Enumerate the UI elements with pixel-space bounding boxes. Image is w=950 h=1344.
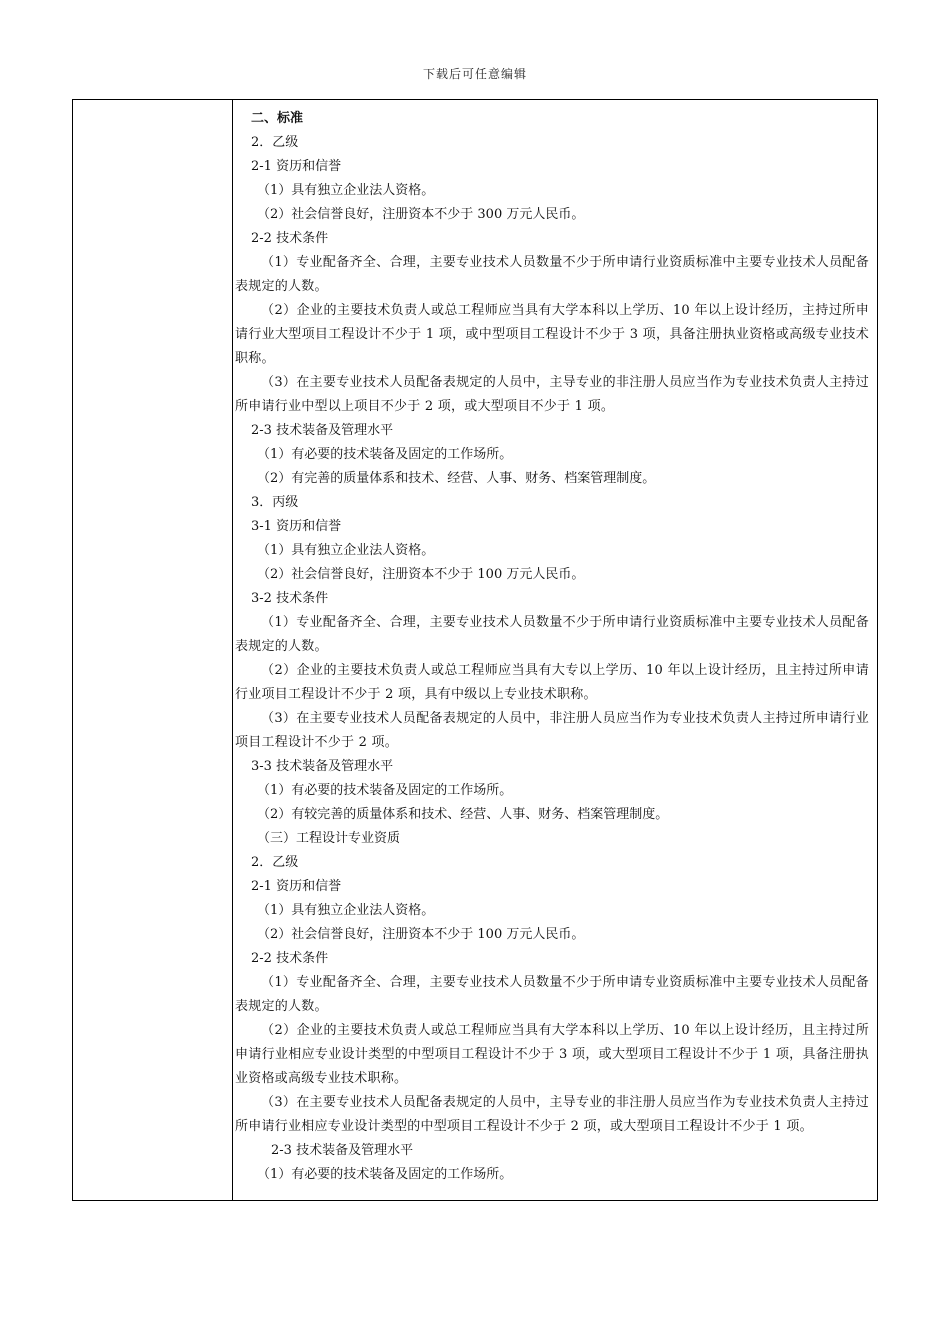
list-item: （3）在主要专业技术人员配备表规定的人员中，主导专业的非注册人员应当作为专业技术负责人主持过所申请行业中型以上项目不少于 2 项，或大型项目不少于 1 项。	[235, 375, 869, 414]
list-item: （1）具有独立企业法人资格。	[257, 183, 435, 198]
grade-title: 3．丙级	[251, 495, 299, 510]
subsection-title: 3-3 技术装备及管理水平	[251, 759, 394, 774]
subsection-title: 2-1 资历和信誉	[251, 159, 342, 174]
section-subtitle: （三）工程设计专业资质	[257, 831, 401, 846]
document-table	[72, 99, 878, 1201]
subsection-title: 2-2 技术条件	[251, 951, 329, 966]
list-item: （2）企业的主要技术负责人或总工程师应当具有大学本科以上学历、10 年以上设计经历，主持过所申请行业大型项目工程设计不少于 1 项，或中型项目工程设计不少于 3 项，具备注册执业资格或高级专业技术职称。	[235, 303, 869, 366]
section-title: 二、标准	[251, 111, 304, 126]
list-item: （2）企业的主要技术负责人或总工程师应当具有大专以上学历、10 年以上设计经历，且主持过所申请行业项目工程设计不少于 2 项，具有中级以上专业技术职称。	[235, 663, 869, 702]
grade-title: 2．乙级	[251, 855, 299, 870]
list-item: （2）有较完善的质量体系和技术、经营、人事、财务、档案管理制度。	[257, 807, 669, 822]
subsection-title: 3-1 资历和信誉	[251, 519, 342, 534]
subsection-title: 2-3 技术装备及管理水平	[251, 423, 394, 438]
table-content-cell	[233, 100, 877, 1200]
list-item: （1）专业配备齐全、合理，主要专业技术人员数量不少于所申请行业资质标准中主要专业技术人员配备表规定的人数。	[235, 615, 869, 654]
list-item: （1）专业配备齐全、合理，主要专业技术人员数量不少于所申请专业资质标准中主要专业技术人员配备表规定的人数。	[235, 975, 869, 1014]
grade-title: 2．乙级	[251, 135, 299, 150]
subsection-title: 2-2 技术条件	[251, 231, 329, 246]
list-item: （1）有必要的技术装备及固定的工作场所。	[257, 783, 513, 798]
list-item: （1）专业配备齐全、合理，主要专业技术人员数量不少于所申请行业资质标准中主要专业技术人员配备表规定的人数。	[235, 255, 869, 294]
table-left-cell	[73, 100, 233, 1200]
list-item: （2）社会信誉良好，注册资本不少于 300 万元人民币。	[257, 207, 585, 222]
list-item: （3）在主要专业技术人员配备表规定的人员中，非注册人员应当作为专业技术负责人主持过所申请行业项目工程设计不少于 2 项。	[235, 711, 869, 750]
list-item: （1）具有独立企业法人资格。	[257, 543, 435, 558]
list-item: （3）在主要专业技术人员配备表规定的人员中，主导专业的非注册人员应当作为专业技术负责人主持过所申请行业相应专业设计类型的中型项目工程设计不少于 2 项，或大型项目工程设计不少于 1 项。	[235, 1095, 869, 1134]
list-item: （2）社会信誉良好，注册资本不少于 100 万元人民币。	[257, 927, 585, 942]
list-item: （2）社会信誉良好，注册资本不少于 100 万元人民币。	[257, 567, 585, 582]
list-item: （2）有完善的质量体系和技术、经营、人事、财务、档案管理制度。	[257, 471, 656, 486]
subsection-title: 2-3 技术装备及管理水平	[271, 1143, 414, 1158]
subsection-title: 2-1 资历和信誉	[251, 879, 342, 894]
list-item: （1）有必要的技术装备及固定的工作场所。	[257, 447, 513, 462]
list-item: （1）具有独立企业法人资格。	[257, 903, 435, 918]
page-header: 下载后可任意编辑	[422, 67, 527, 81]
subsection-title: 3-2 技术条件	[251, 591, 329, 606]
list-item: （1）有必要的技术装备及固定的工作场所。	[257, 1167, 513, 1182]
list-item: （2）企业的主要技术负责人或总工程师应当具有大学本科以上学历、10 年以上设计经历，且主持过所申请行业相应专业设计类型的中型项目工程设计不少于 3 项，或大型项目工程设计不少于 1 项，具备注册执业资格或高级专业技术职称。	[235, 1023, 869, 1086]
